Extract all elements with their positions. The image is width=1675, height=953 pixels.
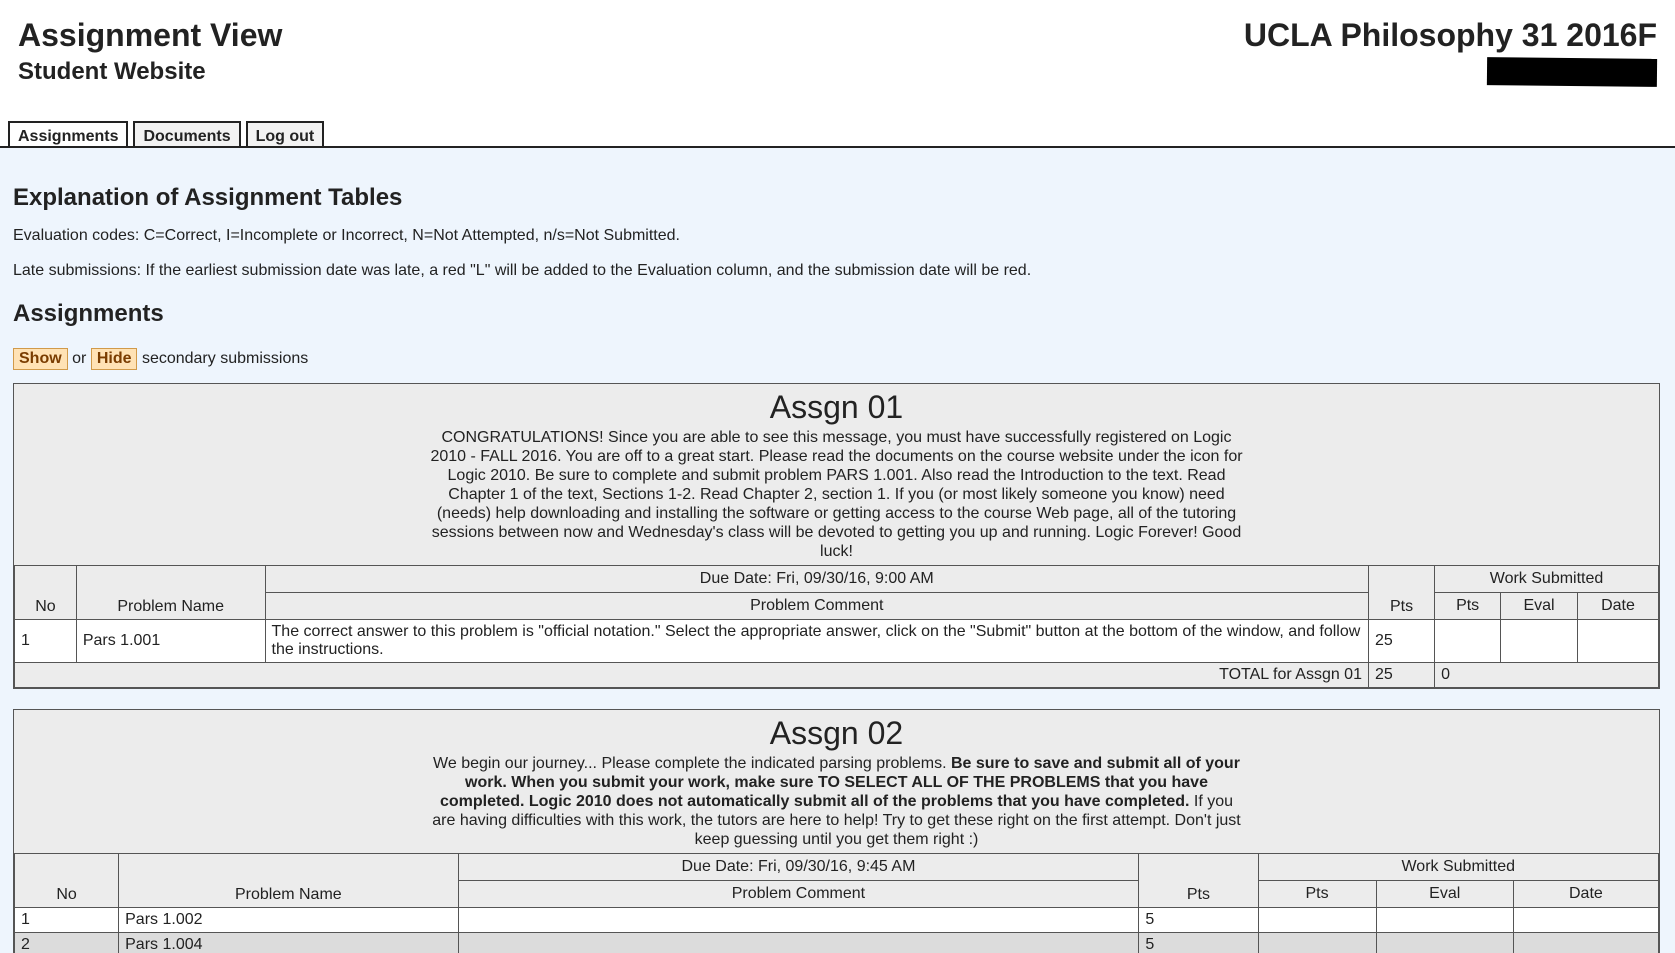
column-header-problem-name: Problem Name bbox=[119, 854, 458, 908]
course-name: UCLA Philosophy 31 2016F bbox=[1243, 17, 1657, 53]
submitted-pts bbox=[1435, 620, 1501, 663]
column-header-pts: Pts bbox=[1139, 854, 1258, 908]
page-subtitle: Student Website bbox=[18, 58, 206, 85]
problem-comment bbox=[458, 908, 1139, 933]
total-submitted: 0 bbox=[1435, 663, 1659, 688]
tab-documents[interactable]: Documents bbox=[133, 121, 240, 149]
column-header-work-submitted: Work Submitted bbox=[1435, 566, 1659, 593]
late-submissions-text: Late submissions: If the earliest submission date was late, a red "L" will be added to the Evaluation column, and the submission date will be red. bbox=[13, 262, 1032, 279]
assignment-table bbox=[14, 565, 1659, 688]
page-header bbox=[0, 0, 1675, 118]
due-date: Due Date: Fri, 09/30/16, 9:00 AM bbox=[265, 566, 1368, 593]
table-row bbox=[15, 620, 1659, 663]
page-title: Assignment View bbox=[18, 17, 283, 53]
submitted-eval bbox=[1376, 933, 1513, 953]
main-content bbox=[0, 148, 1675, 953]
assignment-description: CONGRATULATIONS! Since you are able to see this message, you must have successfully registered on Logic 2010 - FALL 2016. You are off to a great start. Please read the documents on the course website under the icon for Logic 2010. Be sure to complete and submit problem PARS 1.001. Also read the Introduction to the text. Read Chapter 1 of the text, Sections 1-2. Read Chapter 2, section 1. If you (or most likely someone you know) need (needs) help downloading and installing the software or getting access to the course Web page, all of the tutoring sessions between now and Wednesday's class will be devoted to getting you up and running. Logic Forever! Good luck! bbox=[430, 429, 1243, 560]
due-date: Due Date: Fri, 09/30/16, 9:45 AM bbox=[458, 854, 1139, 881]
evaluation-codes-text: Evaluation codes: C=Correct, I=Incomplete or Incorrect, N=Not Attempted, n/s=Not Submitted. bbox=[13, 227, 680, 244]
assignment-block-02 bbox=[13, 709, 1660, 953]
submitted-eval bbox=[1501, 620, 1578, 663]
submitted-date bbox=[1513, 908, 1658, 933]
submitted-date bbox=[1577, 620, 1658, 663]
assignment-block-01 bbox=[13, 383, 1660, 689]
column-header-pts: Pts bbox=[1368, 566, 1434, 620]
problem-pts: 5 bbox=[1139, 908, 1258, 933]
total-label: TOTAL for Assgn 01 bbox=[15, 663, 1369, 688]
table-row bbox=[15, 908, 1659, 933]
problem-no: 1 bbox=[15, 908, 119, 933]
show-hide-controls bbox=[13, 348, 1662, 370]
submitted-pts bbox=[1258, 908, 1376, 933]
tab-bar bbox=[8, 121, 324, 147]
problem-name: Pars 1.004 bbox=[119, 933, 458, 953]
total-row bbox=[15, 663, 1659, 688]
hide-button[interactable]: Hide bbox=[91, 348, 138, 370]
problem-name: Pars 1.001 bbox=[76, 620, 265, 663]
problem-comment: The correct answer to this problem is "official notation." Select the appropriate answer, click on the "Submit" button at the bottom of the window, and follow the instructions. bbox=[265, 620, 1368, 663]
submitted-pts bbox=[1258, 933, 1376, 953]
assignment-title: Assgn 02 bbox=[769, 715, 904, 751]
column-header-no: No bbox=[15, 854, 119, 908]
column-header-problem-comment: Problem Comment bbox=[458, 881, 1139, 908]
assignment-header bbox=[14, 710, 1659, 853]
column-header-submitted-pts: Pts bbox=[1258, 881, 1376, 908]
column-header-eval: Eval bbox=[1376, 881, 1513, 908]
problem-comment bbox=[458, 933, 1139, 953]
redacted-username-bar bbox=[1487, 57, 1657, 87]
description-text: We begin our journey... Please complete the indicated parsing problems. bbox=[433, 755, 951, 772]
problem-pts: 25 bbox=[1368, 620, 1434, 663]
problem-no: 2 bbox=[15, 933, 119, 953]
secondary-submissions-text: secondary submissions bbox=[141, 350, 309, 367]
column-header-date: Date bbox=[1513, 881, 1658, 908]
column-header-submitted-pts: Pts bbox=[1435, 593, 1501, 620]
column-header-eval: Eval bbox=[1501, 593, 1578, 620]
tab-assignments[interactable]: Assignments bbox=[8, 121, 128, 151]
submitted-eval bbox=[1376, 908, 1513, 933]
column-header-problem-comment: Problem Comment bbox=[265, 593, 1368, 620]
assignments-heading: Assignments bbox=[13, 300, 164, 327]
problem-pts: 5 bbox=[1139, 933, 1258, 953]
assignment-header bbox=[14, 384, 1659, 565]
problem-no: 1 bbox=[15, 620, 77, 663]
assignment-description bbox=[427, 754, 1247, 849]
table-row bbox=[15, 933, 1659, 953]
column-header-problem-name: Problem Name bbox=[76, 566, 265, 620]
show-button[interactable]: Show bbox=[13, 348, 68, 370]
description-text: If you are having difficulties with this work, the tutors are here to help! Try to get these right on the first attempt. Don't just keep guessing until you get them right :) bbox=[432, 793, 1241, 848]
assignment-table bbox=[14, 853, 1659, 953]
total-pts: 25 bbox=[1368, 663, 1434, 688]
column-header-date: Date bbox=[1577, 593, 1658, 620]
problem-name: Pars 1.002 bbox=[119, 908, 458, 933]
submitted-date bbox=[1513, 933, 1658, 953]
assignment-title: Assgn 01 bbox=[769, 389, 904, 425]
column-header-no: No bbox=[15, 566, 77, 620]
explanation-heading: Explanation of Assignment Tables bbox=[13, 184, 403, 211]
tab-logout[interactable]: Log out bbox=[246, 121, 325, 149]
description-bold-text: Be sure to save and submit all of your work. When you submit your work, make sure TO SELECT ALL OF THE PROBLEMS that you have completed. Logic 2010 does not automatically submit all of the problems that you have completed. bbox=[439, 755, 1240, 810]
or-text: or bbox=[72, 350, 87, 367]
column-header-work-submitted: Work Submitted bbox=[1258, 854, 1659, 881]
